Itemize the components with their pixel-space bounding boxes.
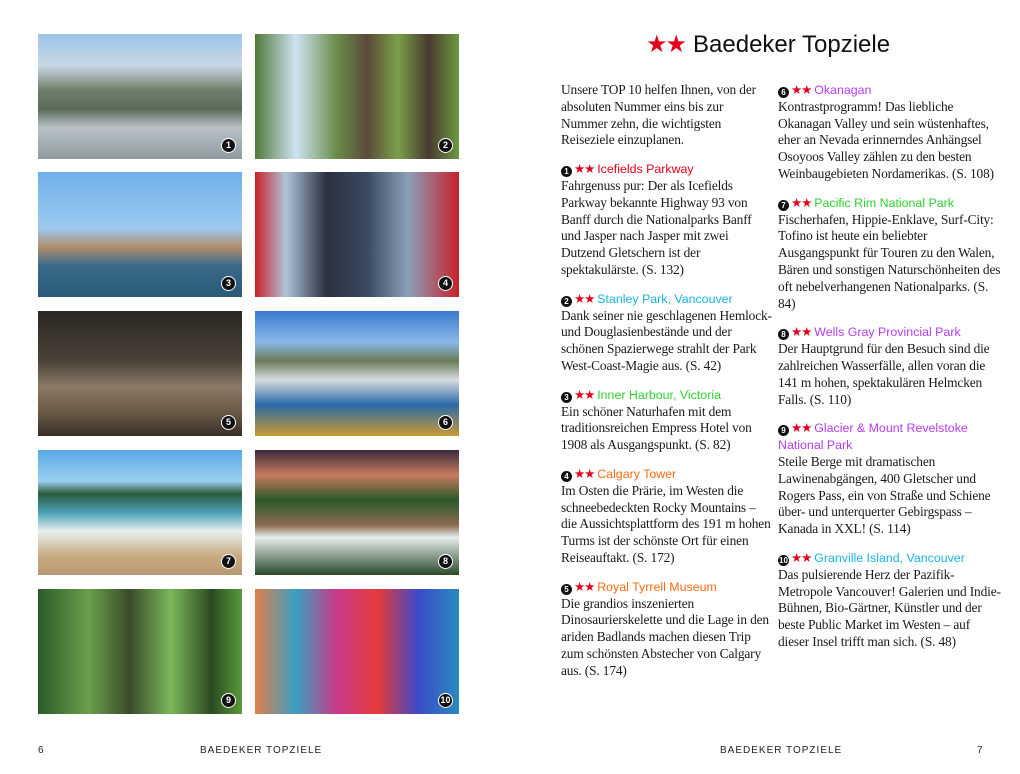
photo-stanley-park <box>255 34 459 159</box>
photo-royal-tyrrell-museum <box>38 311 242 436</box>
topziel-entry <box>778 195 1004 313</box>
page-title <box>646 30 890 59</box>
topziel-entry <box>561 579 773 680</box>
entry-title: Calgary Tower <box>597 466 677 481</box>
photo-pacific-rim <box>38 450 242 575</box>
intro-text: Unsere TOP 10 helfen Ihnen, von der absoluten Nummer eins bis zur Nummer zehn, die wichtigsten Reiseziele einzuplanen. <box>561 82 756 148</box>
topziel-entry <box>778 82 1004 183</box>
photo-glacier-revelstoke <box>38 589 242 714</box>
star-icon: ★★ <box>791 195 812 210</box>
entry-title: Glacier & Mount Revelstoke National Park <box>778 421 968 453</box>
star-icon: ★★ <box>574 387 595 402</box>
number-badge: 3 <box>561 392 572 403</box>
photo-calgary-tower <box>255 172 459 297</box>
photo-number: 9 <box>221 693 236 708</box>
entry-text: Steile Berge mit dramatischen Lawinenabgängen, 400 Gletscher und Rogers Pass, ein von Straße und Schiene über- und unterquerter Gebirgspass – Kanada in XXL! (S. 114) <box>778 453 991 537</box>
topziel-entry <box>778 324 1004 408</box>
photo-number: 10 <box>438 693 453 708</box>
photo-number: 3 <box>221 276 236 291</box>
photo-number: 5 <box>221 415 236 430</box>
photo-number: 7 <box>221 554 236 569</box>
star-icon: ★★ <box>791 550 812 565</box>
topziel-entry <box>778 420 1004 538</box>
entry-text: Fahrgenuss pur: Der als Icefields Parkway bekannte Highway 93 von Banff durch die Nationalparks Banff und Jasper nach Jasper mit zwei Dutzend Gletschern ist der spektakulärste. (S. 132) <box>561 177 752 277</box>
photo-icefields-parkway <box>38 34 242 159</box>
page-number-right: 7 <box>977 745 984 756</box>
number-badge: 2 <box>561 296 572 307</box>
photo-number: 8 <box>438 554 453 569</box>
entry-text: Fischerhafen, Hippie-Enklave, Surf-City: Tofino ist heute ein beliebter Ausgangspunkt für Touren zu den Walen, Bären und sonstigen Naturschönheiten des oft nebelverhangenen Nationalparks. (S. 84) <box>778 211 1001 311</box>
entry-title: Icefields Parkway <box>597 162 694 177</box>
entry-text: Das pulsierende Herz der Pazifik-Metropole Vancouver! Galerien und Indie-Bühnen, Bio-Gärtner, Künstler und der beste Public Market im Westen – auf dieser Insel trifft man sich. (S. 48) <box>778 566 1001 649</box>
topziel-entry <box>561 291 773 375</box>
text-column-left <box>561 82 773 692</box>
photo-granville-island <box>255 589 459 714</box>
photo-okanagan <box>255 311 459 436</box>
star-icon: ★★ <box>574 579 595 594</box>
star-icon: ★★ <box>574 466 595 481</box>
entry-title: Granville Island, Vancouver <box>814 550 965 565</box>
running-footer-right: BAEDEKER TOPZIELE <box>720 745 843 756</box>
entry-text: Ein schöner Naturhafen mit dem traditionsreichen Empress Hotel von 1908 als Ausgangspunkt. (S. 82) <box>561 403 752 453</box>
number-badge: 7 <box>778 200 789 211</box>
entry-text: Dank seiner nie geschlagenen Hemlock- und Douglasienbestände und der schönen Spazierwege strahlt der Park West-Coast-Magie aus. (S. 42) <box>561 307 772 373</box>
star-icon: ★★ <box>574 162 595 177</box>
topziel-entry <box>561 161 773 279</box>
entry-text: Die grandios inszenierten Dinosaurierskelette und die Lage in den ariden Badlands machen diesen Trip zum schönsten Abstecher von Calgary aus. (S. 174) <box>561 595 769 678</box>
photo-number: 2 <box>438 138 453 153</box>
number-badge: 5 <box>561 584 572 595</box>
running-footer-left: BAEDEKER TOPZIELE <box>200 745 323 756</box>
photo-wells-gray <box>255 450 459 575</box>
star-icon: ★★ <box>791 325 812 340</box>
photo-number: 4 <box>438 276 453 291</box>
entry-title: Inner Harbour, Victoria <box>597 387 721 402</box>
entry-text: Im Osten die Prärie, im Westen die schneebedeckten Rocky Mountains – die Aussichtsplattform des 191 m hohen Turms ist der schönste Ort für einen Reiseauftakt. (S. 172) <box>561 482 771 565</box>
photo-number: 6 <box>438 415 453 430</box>
photo-inner-harbour <box>38 172 242 297</box>
number-badge: 6 <box>778 87 789 98</box>
entry-title: Stanley Park, Vancouver <box>597 291 733 306</box>
star-icon: ★★ <box>574 291 595 306</box>
page-title-text: Baedeker Topziele <box>693 31 891 58</box>
entry-title: Royal Tyrrell Museum <box>597 579 717 594</box>
star-icon: ★★ <box>646 31 686 58</box>
page-number-left: 6 <box>38 745 45 756</box>
star-icon: ★★ <box>791 421 812 436</box>
star-icon: ★★ <box>791 83 812 97</box>
topziel-entry <box>561 466 773 567</box>
number-badge: 4 <box>561 471 572 482</box>
topziel-entry <box>561 387 773 454</box>
photo-number: 1 <box>221 138 236 153</box>
number-badge: 8 <box>778 329 789 340</box>
entry-title: Okanagan <box>814 83 872 97</box>
number-badge: 1 <box>561 166 572 177</box>
topziel-entry <box>778 550 1004 651</box>
entry-text: Kontrastprogramm! Das liebliche Okanagan Valley und sein wüstenhaftes, eher an Nevada erinnerndes Anhängsel Osoyoos Valley zählen zu den besten Weinbaugebieten Nordamerikas. (S. 108) <box>778 98 994 181</box>
entry-title: Pacific Rim National Park <box>814 195 955 210</box>
entry-title: Wells Gray Provincial Park <box>814 325 961 340</box>
entry-text: Der Hauptgrund für den Besuch sind die zahlreichen Wasserfälle, allen voran die 141 m hohen, spektakulären Helmcken Falls. (S. 110) <box>778 341 990 407</box>
number-badge: 10 <box>779 555 788 565</box>
text-column-right <box>778 82 1004 663</box>
number-badge: 9 <box>778 425 789 436</box>
